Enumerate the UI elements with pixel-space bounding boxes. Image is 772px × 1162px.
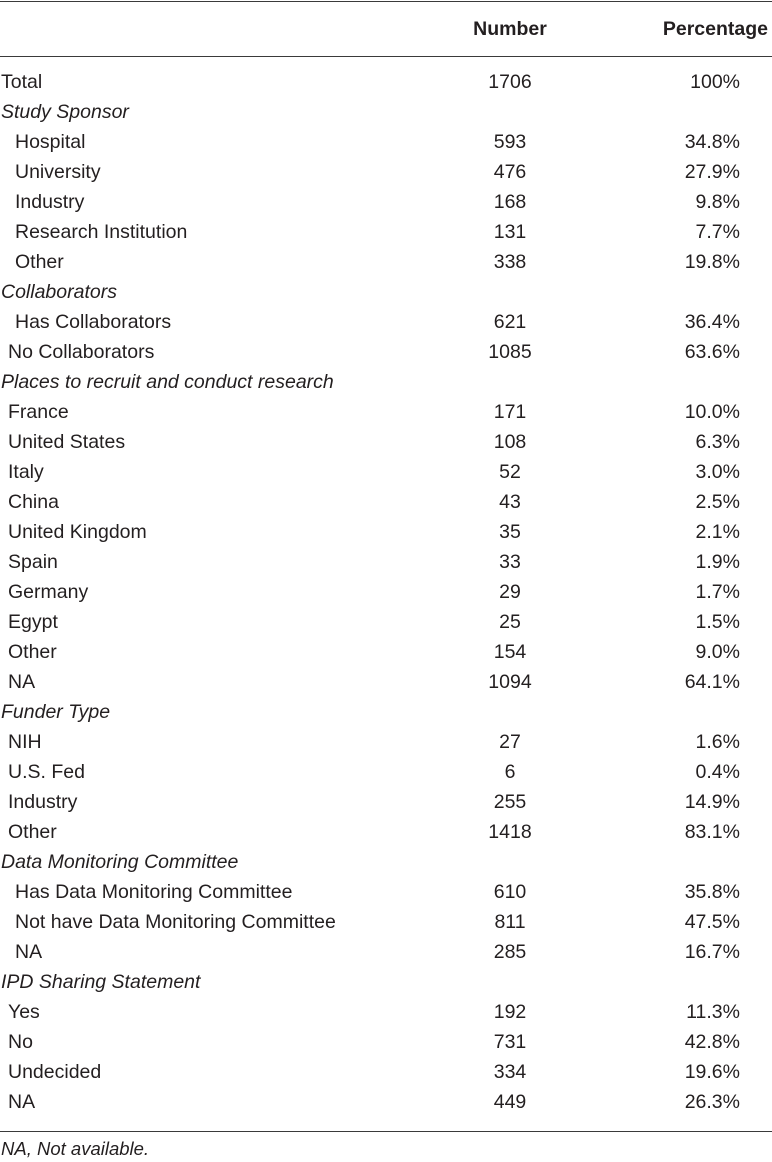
table-row — [0, 577, 772, 607]
number-cell: 1094 — [488, 671, 532, 693]
percentage-cell: 47.5% — [684, 911, 740, 933]
percentage-cell: 7.7% — [695, 221, 740, 243]
number-cell: 593 — [493, 131, 527, 153]
percentage-cell: 9.0% — [695, 641, 740, 663]
row-label: Other — [15, 251, 64, 273]
table-row — [0, 907, 772, 937]
percentage-cell: 6.3% — [695, 431, 740, 453]
percentage-cell: 11.3% — [686, 1001, 740, 1023]
number-cell: 192 — [493, 1001, 527, 1023]
number-cell: 108 — [493, 431, 527, 453]
number-cell: 43 — [499, 491, 521, 513]
percentage-cell: 1.7% — [695, 581, 740, 603]
number-cell: 25 — [499, 611, 521, 633]
table-row — [0, 487, 772, 517]
table-footnote: NA, Not available. — [1, 1138, 150, 1159]
table-row — [0, 157, 772, 187]
table-row — [0, 67, 772, 97]
row-label: Germany — [8, 581, 89, 603]
row-label: Yes — [8, 1001, 40, 1023]
row-label: France — [8, 401, 69, 423]
percentage-cell: 9.8% — [695, 191, 740, 213]
row-label: Has Collaborators — [15, 311, 172, 333]
percentage-cell: 26.3% — [684, 1091, 740, 1113]
percentage-cell: 100% — [690, 71, 740, 93]
percentage-cell: 19.8% — [684, 251, 740, 273]
table-row — [0, 787, 772, 817]
percentage-cell: 35.8% — [684, 881, 740, 903]
row-label: China — [8, 491, 59, 513]
table-row — [0, 1087, 772, 1117]
table-section-heading — [0, 697, 772, 727]
number-cell: 33 — [499, 551, 521, 573]
table-header-rule — [0, 56, 772, 57]
number-cell: 27 — [499, 731, 521, 753]
table-row — [0, 307, 772, 337]
table-row — [0, 457, 772, 487]
row-label: Other — [8, 821, 57, 843]
row-label: Has Data Monitoring Committee — [15, 881, 293, 903]
percentage-cell: 2.5% — [695, 491, 740, 513]
row-label: Industry — [8, 791, 78, 813]
table-row — [0, 757, 772, 787]
table-body — [0, 67, 772, 1117]
percentage-cell: 14.9% — [684, 791, 740, 813]
percentage-cell: 34.8% — [684, 131, 740, 153]
row-label: Hospital — [15, 131, 86, 153]
percentage-cell: 36.4% — [684, 311, 740, 333]
row-label: Industry — [15, 191, 85, 213]
percentage-cell: 16.7% — [684, 941, 740, 963]
table-row — [0, 727, 772, 757]
row-label: No Collaborators — [8, 341, 155, 363]
row-label: Italy — [8, 461, 44, 483]
table-row — [0, 187, 772, 217]
percentage-cell: 1.6% — [695, 731, 740, 753]
percentage-cell: 3.0% — [695, 461, 740, 483]
table-row — [0, 877, 772, 907]
row-label: Total — [1, 71, 43, 93]
row-label: Research Institution — [15, 221, 188, 243]
table-section-heading — [0, 97, 772, 127]
row-label: NA — [8, 671, 36, 693]
number-cell: 171 — [493, 401, 527, 423]
table-section-heading — [0, 847, 772, 877]
table-row — [0, 127, 772, 157]
section-label: Places to recruit and conduct research — [1, 371, 334, 393]
number-cell: 338 — [493, 251, 527, 273]
number-cell: 154 — [493, 641, 527, 663]
number-cell: 621 — [493, 311, 527, 333]
table-row — [0, 1027, 772, 1057]
number-cell: 476 — [493, 161, 527, 183]
number-cell: 334 — [493, 1061, 527, 1083]
number-cell: 1706 — [488, 71, 532, 93]
number-cell: 1085 — [488, 341, 532, 363]
table-row — [0, 607, 772, 637]
table-row — [0, 547, 772, 577]
table-section-heading — [0, 967, 772, 997]
table-section-heading — [0, 367, 772, 397]
row-label: United States — [8, 431, 126, 453]
number-cell: 285 — [493, 941, 527, 963]
row-label: University — [15, 161, 101, 183]
table-row — [0, 517, 772, 547]
table-top-rule — [0, 1, 772, 2]
table-row — [0, 937, 772, 967]
number-cell: 449 — [493, 1091, 527, 1113]
table-row — [0, 817, 772, 847]
row-label: No — [8, 1031, 33, 1053]
table-row — [0, 997, 772, 1027]
table-bottom-rule — [0, 1131, 772, 1132]
row-label: Egypt — [8, 611, 58, 633]
percentage-cell: 10.0% — [684, 401, 740, 423]
row-label: Other — [8, 641, 57, 663]
number-cell: 29 — [499, 581, 521, 603]
section-label: Collaborators — [1, 281, 117, 303]
percentage-cell: 1.9% — [695, 551, 740, 573]
percentage-cell: 83.1% — [684, 821, 740, 843]
percentage-cell: 63.6% — [684, 341, 740, 363]
percentage-cell: 0.4% — [695, 761, 740, 783]
section-label: Data Monitoring Committee — [1, 851, 239, 873]
percentage-cell: 42.8% — [684, 1031, 740, 1053]
row-label: Undecided — [8, 1061, 102, 1083]
row-label: United Kingdom — [8, 521, 147, 543]
table-row — [0, 397, 772, 427]
percentage-cell: 64.1% — [684, 671, 740, 693]
percentage-cell: 19.6% — [684, 1061, 740, 1083]
number-cell: 731 — [493, 1031, 527, 1053]
number-cell: 52 — [499, 461, 521, 483]
number-cell: 131 — [493, 221, 527, 243]
row-label: U.S. Fed — [8, 761, 85, 783]
table-header — [0, 14, 772, 44]
row-label: NIH — [8, 731, 42, 753]
table-row — [0, 247, 772, 277]
row-label: Spain — [8, 551, 58, 573]
percentage-cell: 27.9% — [684, 161, 740, 183]
table-row — [0, 217, 772, 247]
table-row — [0, 337, 772, 367]
row-label: NA — [8, 1091, 36, 1113]
number-cell: 1418 — [488, 821, 532, 843]
row-label: Not have Data Monitoring Committee — [15, 911, 336, 933]
number-cell: 35 — [499, 521, 521, 543]
number-cell: 811 — [494, 911, 526, 933]
row-label: NA — [15, 941, 43, 963]
column-header-number: Number — [473, 18, 547, 40]
number-cell: 168 — [493, 191, 527, 213]
number-cell: 255 — [493, 791, 527, 813]
percentage-cell: 2.1% — [695, 521, 740, 543]
section-label: Study Sponsor — [1, 101, 129, 123]
percentage-cell: 1.5% — [695, 611, 740, 633]
table-row — [0, 667, 772, 697]
table-section-heading — [0, 277, 772, 307]
section-label: Funder Type — [1, 701, 111, 723]
number-cell: 610 — [493, 881, 527, 903]
table-row — [0, 427, 772, 457]
column-header-percentage: Percentage — [662, 18, 768, 40]
section-label: IPD Sharing Statement — [1, 971, 201, 993]
table-row — [0, 1057, 772, 1087]
number-cell: 6 — [504, 761, 516, 783]
table-row — [0, 637, 772, 667]
